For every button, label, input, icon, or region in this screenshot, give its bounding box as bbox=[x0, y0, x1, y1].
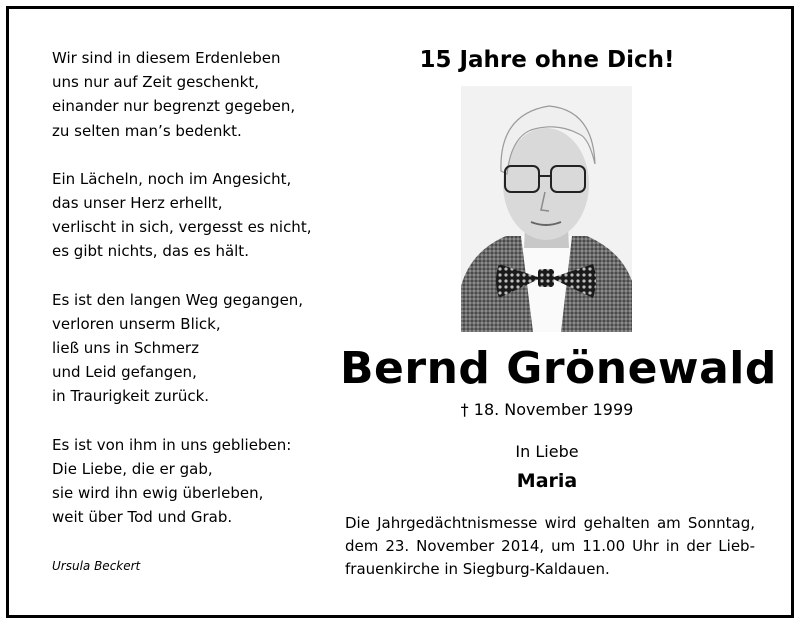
farewell-phrase: In Liebe bbox=[515, 442, 579, 461]
poem-line: das unser Herz erhellt, bbox=[52, 194, 223, 213]
poem bbox=[52, 46, 342, 553]
poem-line: zu selten man’s bedenkt. bbox=[52, 121, 242, 140]
poem-line: Es ist den langen Weg gegangen, bbox=[52, 290, 304, 309]
memorial-mass-notice bbox=[345, 512, 755, 581]
poem-line: weit über Tod und Grab. bbox=[52, 508, 233, 527]
poem-stanza bbox=[52, 167, 342, 264]
poem-line: ließ uns in Schmerz bbox=[52, 339, 199, 358]
poem-line: Die Liebe, die er gab, bbox=[52, 459, 213, 478]
poem-stanza bbox=[52, 46, 342, 143]
poem-line: verloren unserm Blick, bbox=[52, 314, 221, 333]
poem-author: Ursula Beckert bbox=[52, 559, 141, 573]
poem-line: es gibt nichts, das es hält. bbox=[52, 242, 249, 261]
poem-line: verlischt in sich, vergesst es nicht, bbox=[52, 218, 312, 237]
deceased-name: Bernd Grönewald bbox=[340, 343, 777, 394]
poem-line: und Leid gefangen, bbox=[52, 363, 197, 382]
poem-stanza bbox=[52, 288, 342, 409]
poem-stanza bbox=[52, 433, 342, 530]
notice-line: frauenkirche in Siegburg-Kaldauen. bbox=[345, 560, 610, 578]
poem-line: in Traurigkeit zurück. bbox=[52, 387, 210, 406]
headline: 15 Jahre ohne Dich! bbox=[419, 47, 675, 73]
notice-line: dem 23. November 2014, um 11.00 Uhr in der Lieb- bbox=[345, 537, 755, 555]
death-date: † 18. November 1999 bbox=[460, 400, 634, 419]
poem-line: einander nur begrenzt gegeben, bbox=[52, 97, 296, 116]
poem-line: sie wird ihn ewig überleben, bbox=[52, 484, 264, 503]
poem-line: Wir sind in diesem Erdenleben bbox=[52, 49, 281, 67]
signer-name: Maria bbox=[516, 470, 578, 492]
notice-line: Die Jahrgedächtnismesse wird gehalten am Sonntag, bbox=[345, 514, 755, 532]
poem-line: Es ist von ihm in uns geblieben: bbox=[52, 435, 292, 454]
poem-line: Ein Lächeln, noch im Angesicht, bbox=[52, 169, 292, 188]
poem-line: uns nur auf Zeit geschenkt, bbox=[52, 73, 260, 92]
portrait-photo bbox=[461, 86, 632, 332]
